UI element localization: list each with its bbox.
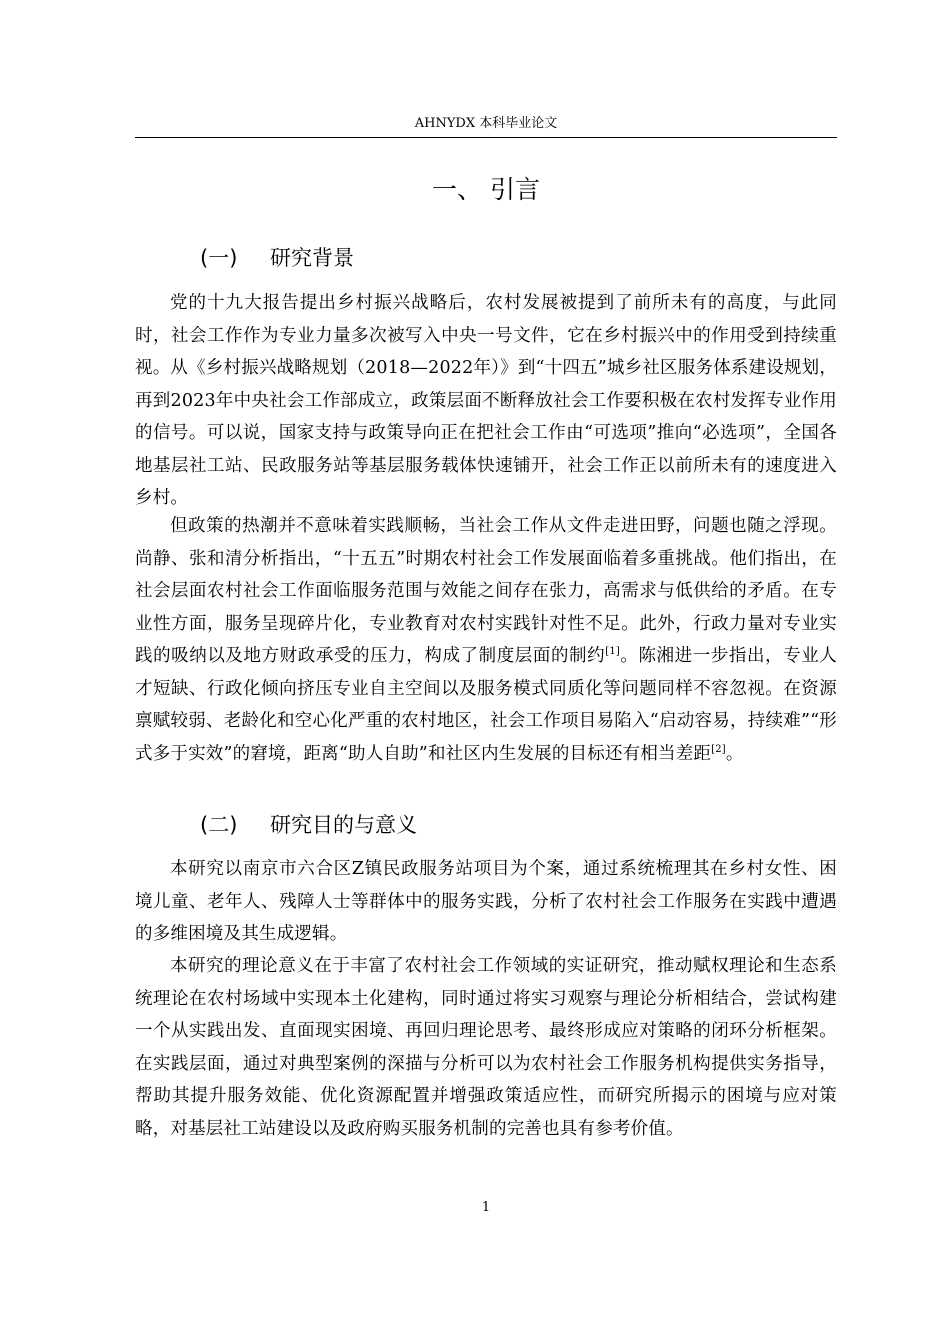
citation-ref: [2] xyxy=(711,743,726,755)
running-header: AHNYDX 本科毕业论文 xyxy=(414,116,558,131)
paragraph-policy-context: 党的十九大报告提出乡村振兴战略后，农村发展被提到了前所未有的高度，与此同时，社会工作作为专业力量多次被写入中央一号文件，它在乡村振兴中的作用受到持续重视。从《乡村振兴战略规划（2018—2022年）》到“十四五”城乡社区服务体系建设规划，再到2023年中央社会工作部成立，政策层面不断释放社会工作要积极在农村发挥专业作用的信号。可以说，国家支持与政策导向正在把社会工作由“可选项”推向“必选项”，全国各地基层社工站、民政服务站等基层服务载体快速铺开，社会工作正以前所未有的速度进入乡村。 xyxy=(135,293,838,508)
chapter-title: 一、 引言 xyxy=(432,175,540,204)
page-number: 1 xyxy=(481,1200,491,1215)
citation-ref: [1] xyxy=(605,646,620,658)
section-heading-purpose xyxy=(200,809,417,841)
section-number: (一) xyxy=(200,246,238,270)
paragraph-text: 。陈湘进一步指出，专业人才短缺、行政化倾向挤压专业自主空间以及服务模式同质化等问题同样不容忽视。在资源禀赋较弱、老龄化和空心化严重的农村地区，社会工作项目易陷入“启动容易，持续难”“形式多于实效”的窘境，距离“助人自助”和社区内生发展的目标还有相当差距 xyxy=(135,646,838,764)
paragraph-text: 但政策的热潮并不意味着实践顺畅，当社会工作从文件走进田野，问题也随之浮现。尚静、张和清分析指出，“十五五”时期农村社会工作发展面临着多重挑战。他们指出，在社会层面农村社会工作面临服务范围与效能之间存在张力，高需求与低供给的矛盾。在专业性方面，服务呈现碎片化，专业教育对农村实践针对性不足。此外，行政力量对专业实践的吸纳以及地方财政承受的压力，构成了制度层面的制约 xyxy=(135,516,837,666)
paragraph-practice-challenges xyxy=(135,510,837,770)
paragraph-research-case: 本研究以南京市六合区Z镇民政服务站项目为个案，通过系统梳理其在乡村女性、困境儿童、老年人、残障人士等群体中的服务实践，分析了农村社会工作服务在实践中遭遇的多维困境及其生成逻辑。 xyxy=(135,859,837,944)
section-number: (二) xyxy=(200,813,238,837)
paragraph-text: 。 xyxy=(725,743,744,764)
section-heading-background xyxy=(200,242,354,274)
section-title: 研究背景 xyxy=(270,246,354,270)
header-divider xyxy=(135,137,837,138)
section-title: 研究目的与意义 xyxy=(270,813,417,837)
paragraph-significance: 本研究的理论意义在于丰富了农村社会工作领域的实证研究，推动赋权理论和生态系统理论在农村场域中实现本土化建构，同时通过将实习观察与理论分析相结合，尝试构建一个从实践出发、直面现实困境、再回归理论思考、最终形成应对策略的闭环分析框架。在实践层面，通过对典型案例的深描与分析可以为农村社会工作服务机构提供实务指导，帮助其提升服务效能、优化资源配置并增强政策适应性，而研究所揭示的困境与应对策略，对基层社工站建设以及政府购买服务机制的完善也具有参考价值。 xyxy=(135,956,837,1139)
